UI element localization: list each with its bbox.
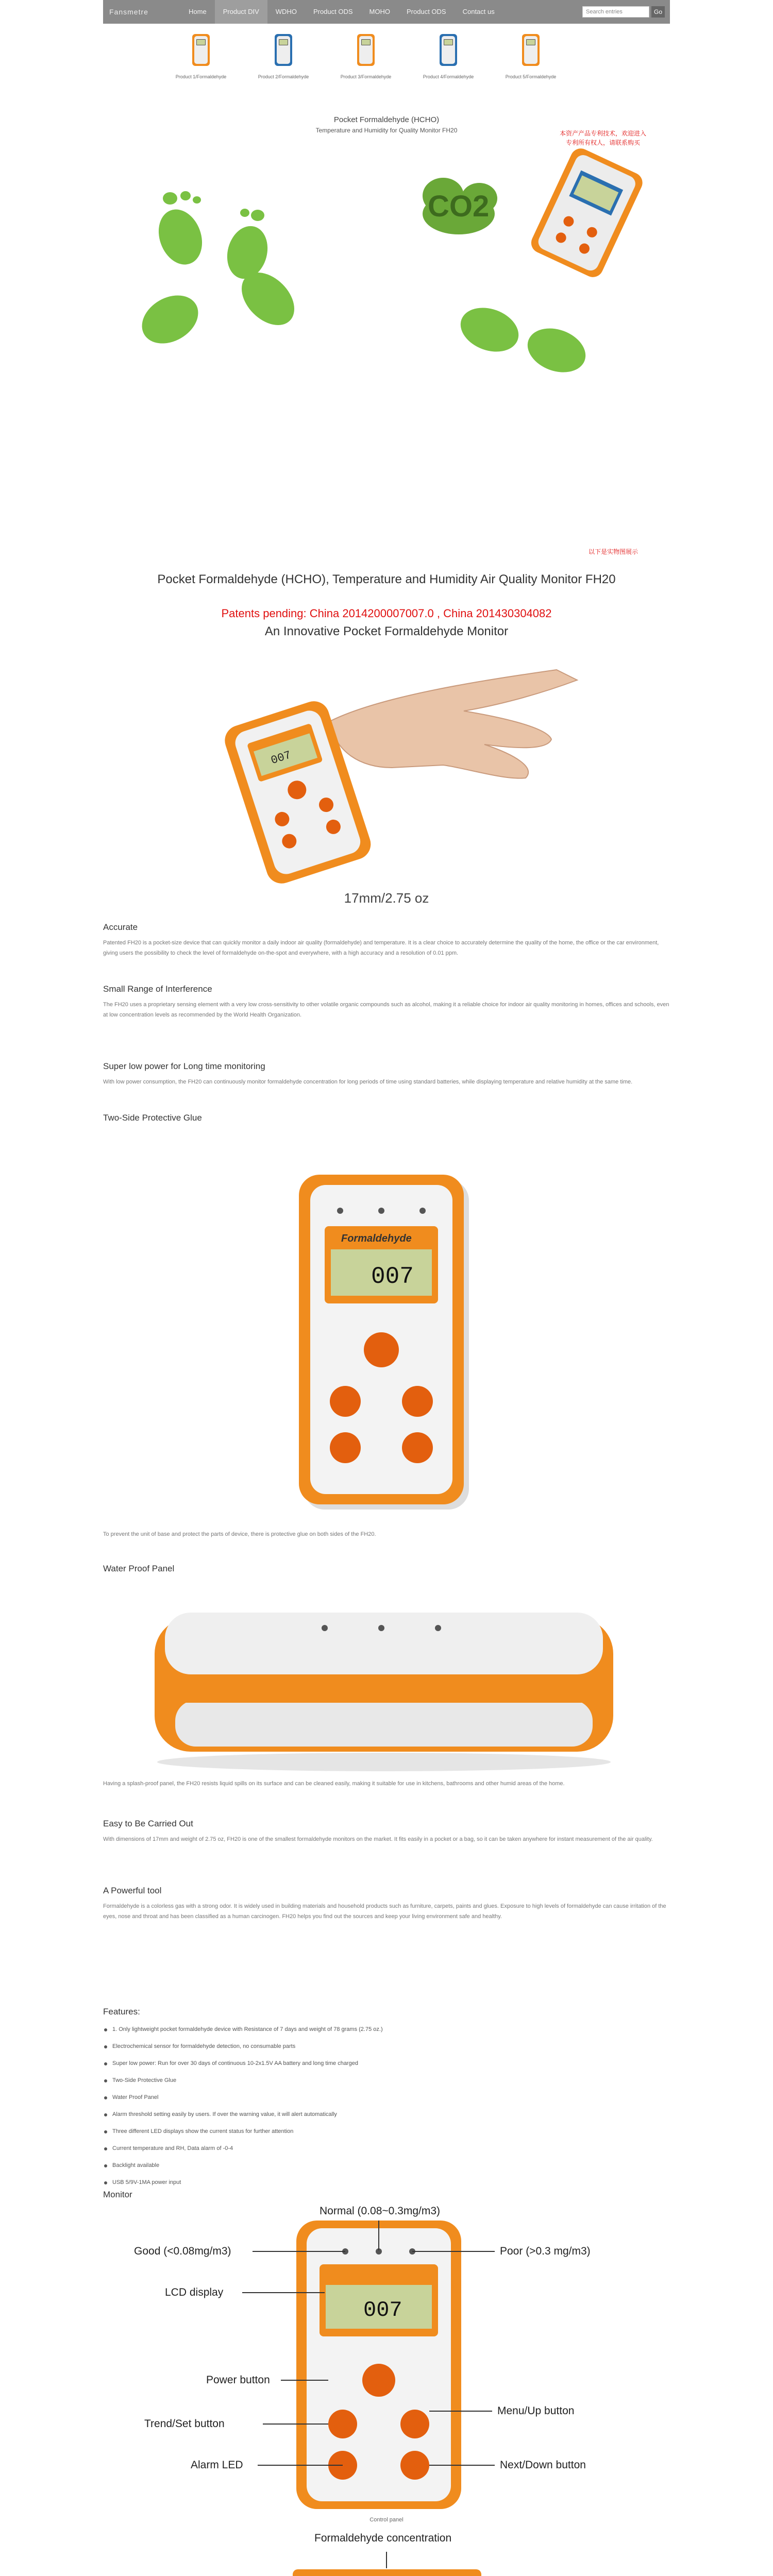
section-text: The FH20 uses a proprietary sensing element with a very low cross-sensitivity to other volatile organic compounds such as alcohol, making it a reliable choice for indoor air quality monitoring in homes, offices and schools, even at low concentration levels as recommended by the World Health Organization. (103, 1002, 669, 1018)
feature-item: Two-Side Protective Glue (103, 2072, 383, 2089)
product-image[interactable] (178, 31, 224, 72)
section-text: With low power consumption, the FH20 can continuously monitor formaldehyde concentration for long periods of time using standard batteries, while displaying temperature and relative humidity at the same time. (103, 1079, 633, 1085)
product-thumb[interactable] (335, 31, 397, 88)
hero-red-note-bottom: 以下是实物图展示 (588, 548, 638, 555)
hero-illustration (103, 108, 670, 397)
product-thumb[interactable] (253, 31, 314, 88)
label-concentration: Formaldehyde concentration (314, 2532, 452, 2544)
label-power: Power button (206, 2374, 270, 2386)
hero-subtitle: Temperature and Humidity for Quality Monitor FH20 (315, 127, 458, 134)
features-section (103, 2007, 383, 2191)
label-menu: Menu/Up button (497, 2405, 575, 2417)
main-menu (180, 0, 503, 24)
footprint-icon (133, 191, 592, 380)
feature-item: Alarm threshold setting easily by users. If over the warning value, it will alert automatically (103, 2106, 383, 2123)
feature-item: Current temperature and RH, Data alarm of -0-4 (103, 2140, 383, 2157)
device-front-reading: 007 (371, 1263, 414, 1290)
section-water-text: Having a splash-proof panel, the FH20 resists liquid spills on its surface and can be cleaned easily, making it suitable for use in kitchens, bathrooms and other humid areas of the home. (103, 1781, 565, 1787)
section-carry (103, 1819, 670, 1844)
product-image[interactable] (508, 31, 554, 72)
section-title: Small Range of Interference (103, 984, 212, 994)
features-list (103, 2021, 383, 2191)
section-power (103, 1061, 670, 1087)
hero-banner (103, 108, 670, 397)
section-accurate (103, 922, 670, 958)
product-image[interactable] (260, 31, 307, 72)
section-tool (103, 1886, 670, 1922)
label-normal: Normal (0.08~0.3mg/m3) (320, 2205, 441, 2217)
nav-item[interactable]: WDHO (275, 8, 297, 15)
product-thumb[interactable] (417, 31, 479, 88)
lcd-diagram (103, 2532, 670, 2576)
product-row (170, 31, 562, 88)
feature-item: Three different LED displays show the current status for further attention (103, 2123, 383, 2140)
features-title: Features: (103, 2007, 140, 2016)
hero-red-note (536, 129, 670, 147)
monitor-reading: 007 (363, 2298, 402, 2323)
nav-item[interactable]: Product ODS (313, 8, 353, 15)
page-title: Pocket Formaldehyde (HCHO), Temperature and Humidity Air Quality Monitor FH20 (157, 572, 616, 586)
top-nav (103, 0, 670, 24)
nav-item[interactable]: Contact us (462, 8, 495, 15)
section-title: A Powerful tool (103, 1886, 162, 1895)
hero-red-note-2: 专利所有权人，请联系购买 (565, 139, 640, 146)
section-title: Water Proof Panel (103, 1564, 175, 1573)
section-glue-text: To prevent the unit of base and protect the parts of device, there is protective glue on both sides of the FH20. (103, 1531, 376, 1537)
label-trend: Trend/Set button (144, 2418, 225, 2430)
section-title: Accurate (103, 922, 138, 932)
section-title: Super low power for Long time monitoring (103, 1061, 265, 1071)
label-poor: Poor (>0.3 mg/m3) (500, 2245, 591, 2257)
label-alarm: Alarm LED (191, 2459, 243, 2471)
section-text: Patented FH20 is a pocket-size device that can quickly monitor a daily indoor air quality (formaldehyde) and temperature. It is a clear choice to accurately determine the quality of the home, the office or the car environment, giving users the possibility to check the level of formaldehyde on-the-spot and everywhere, with a high accuracy and a resolution of 0.01 ppm. (103, 940, 659, 956)
hero-device-reading: 007 (269, 749, 293, 768)
product-thumb[interactable] (500, 31, 562, 88)
device-front-label: Formaldehyde (341, 1233, 412, 1244)
search-button[interactable]: Go (651, 6, 665, 18)
device-front-image (299, 1175, 474, 1515)
feature-item: 1. Only lightweight pocket formaldehyde device with Resistance of 7 days and weight of 78 grams (2.75 oz.) (103, 2021, 383, 2038)
product-image[interactable] (343, 31, 389, 72)
feature-item: Super low power: Run for over 30 days of continuous 10-2x1.5V AA battery and long time charged (103, 2055, 383, 2072)
co2-label: CO2 (428, 190, 490, 223)
nav-item[interactable]: Product ODS (407, 8, 446, 15)
feature-item: USB 5/9V-1MA power input (103, 2174, 383, 2191)
feature-item: Backlight available (103, 2157, 383, 2174)
hand-device-image (175, 649, 598, 886)
hero-title: Pocket Formaldehyde (HCHO) (333, 115, 440, 124)
nav-item[interactable]: Home (189, 8, 207, 15)
device-size: 17mm/2.75 oz (344, 890, 429, 906)
label-next: Next/Down button (500, 2459, 586, 2471)
section-text: Formaldehyde is a colorless gas with a strong odor. It is widely used in building materials and household products such as furniture, carpets, paints and glues. Exposure to high levels of formaldehyde can cause irritation of the eyes, nose and throat and has been classified as a human carcinogen. FH20 helps you find out the sources and keep your living environment safe and healthy. (103, 1903, 666, 1920)
section-water-title (103, 1564, 174, 1574)
feature-item: Electrochemical sensor for formaldehyde detection, no consumable parts (103, 2038, 383, 2055)
subtitle: An Innovative Pocket Formaldehyde Monitor (264, 624, 509, 638)
monitor-caption: Control panel (369, 2517, 404, 2523)
monitor-title: Monitor (103, 2190, 132, 2199)
product-caption[interactable]: Product 3/Formaldehyde (340, 74, 392, 79)
section-interference (103, 984, 670, 1020)
brand-logo[interactable]: Fansmetre (109, 8, 148, 16)
product-caption[interactable]: Product 4/Formaldehyde (423, 74, 474, 79)
hero-red-note-1: 本资产产品专利技术，欢迎进入 (559, 130, 646, 137)
product-caption[interactable]: Product 5/Formaldehyde (505, 74, 557, 79)
section-glue-title (103, 1113, 202, 1123)
nav-item[interactable]: Product DIV (215, 0, 267, 24)
section-title: Two-Side Protective Glue (103, 1113, 202, 1123)
product-caption[interactable]: Product 2/Formaldehyde (258, 74, 309, 79)
product-caption[interactable]: Product 1/Formaldehyde (175, 74, 227, 79)
product-thumb[interactable] (170, 31, 232, 88)
monitor-diagram (103, 2205, 670, 2514)
patent-text: Patents pending: China 2014200007007.0 , China 201430304082 (221, 607, 552, 620)
section-text: With dimensions of 17mm and weight of 2.75 oz, FH20 is one of the smallest formaldehyde monitors on the market. It fits easily in a pocket or a bag, so it can be taken anywhere for instant measurement of the air quality. (103, 1836, 653, 1842)
label-lcd: LCD display (165, 2286, 224, 2298)
label-good: Good (<0.08mg/m3) (134, 2245, 231, 2257)
search-input[interactable]: Search entries (582, 6, 649, 18)
device-side-image (144, 1597, 624, 1772)
feature-item: Water Proof Panel (103, 2089, 383, 2106)
section-title: Easy to Be Carried Out (103, 1819, 193, 1828)
product-image[interactable] (425, 31, 472, 72)
nav-item[interactable]: MOHO (369, 8, 390, 15)
